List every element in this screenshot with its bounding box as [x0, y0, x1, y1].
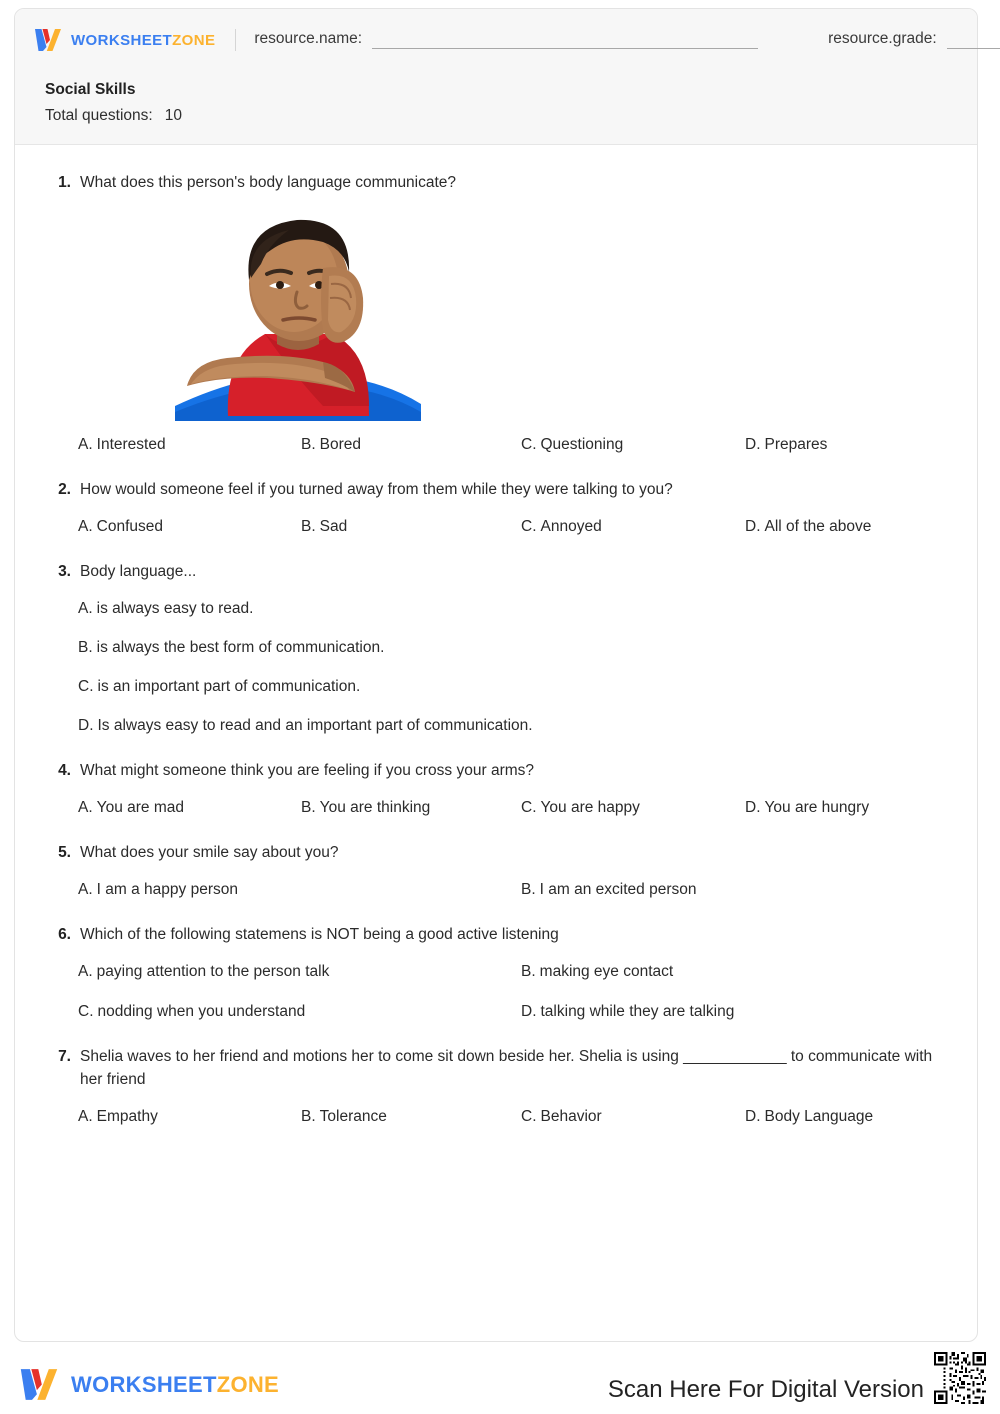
option-label: Annoyed	[540, 518, 602, 535]
header-top-row	[15, 9, 977, 71]
options-group	[45, 515, 947, 538]
option-label: All of the above	[764, 518, 872, 535]
options-group	[45, 597, 947, 737]
page-footer	[0, 1360, 1000, 1414]
option-label: making eye contact	[539, 963, 674, 980]
option-label: Interested	[96, 436, 166, 453]
question-item	[45, 923, 947, 1023]
question-text: How would someone feel if you turned away from them while they were talking to you?	[80, 481, 673, 498]
option-label: Empathy	[96, 1108, 158, 1125]
option-letter: D.	[745, 799, 761, 816]
option-letter: C.	[521, 1108, 537, 1125]
option-b[interactable]	[301, 433, 521, 456]
option-label: Confused	[96, 518, 164, 535]
brand-wordmark	[71, 32, 215, 49]
option-label: Questioning	[540, 436, 624, 453]
option-a[interactable]	[78, 960, 521, 983]
option-letter: C.	[78, 1003, 94, 1020]
option-label: paying attention to the person talk	[96, 963, 330, 980]
option-a[interactable]	[78, 1105, 301, 1128]
option-a[interactable]	[78, 796, 301, 819]
questions-list	[15, 145, 977, 1128]
option-letter: C.	[78, 678, 94, 695]
total-questions-row	[45, 103, 977, 129]
option-letter: D.	[745, 518, 761, 535]
brand-word-worksheet: WORKSHEET	[71, 1371, 217, 1397]
brand-word-worksheet: WORKSHEET	[71, 31, 173, 49]
options-group	[45, 960, 947, 1023]
option-letter: A.	[78, 518, 93, 535]
question-number: 3.	[58, 563, 71, 580]
worksheetzone-logo-icon	[33, 27, 63, 53]
option-c[interactable]	[78, 675, 947, 698]
option-letter: C.	[521, 518, 537, 535]
option-letter: B.	[521, 881, 536, 898]
option-label: You are mad	[96, 799, 184, 816]
option-label: talking while they are talking	[540, 1003, 735, 1020]
option-letter: B.	[78, 639, 93, 656]
question-item	[45, 759, 947, 819]
option-letter: B.	[301, 518, 316, 535]
header-divider	[235, 29, 236, 51]
option-c[interactable]	[521, 1105, 745, 1128]
option-letter: C.	[521, 799, 537, 816]
option-d[interactable]	[745, 796, 947, 819]
options-group	[45, 796, 947, 819]
option-label: Bored	[319, 436, 362, 453]
brand-wordmark	[71, 1372, 279, 1398]
question-text: What does your smile say about you?	[80, 844, 339, 861]
question-heading	[45, 478, 947, 501]
option-letter: D.	[78, 717, 94, 734]
option-c[interactable]	[78, 1000, 521, 1023]
options-group	[45, 433, 947, 456]
option-label: is always easy to read.	[96, 600, 254, 617]
option-b[interactable]	[521, 960, 947, 983]
option-b[interactable]	[521, 878, 947, 901]
question-heading	[45, 923, 947, 946]
brand-word-zone: ZONE	[172, 31, 216, 49]
question-item	[45, 841, 947, 901]
option-label: You are happy	[540, 799, 640, 816]
option-label: Prepares	[764, 436, 828, 453]
option-d[interactable]	[78, 714, 947, 737]
option-letter: B.	[301, 799, 316, 816]
question-number: 7.	[58, 1048, 71, 1065]
option-letter: A.	[78, 881, 93, 898]
option-c[interactable]	[521, 515, 745, 538]
header-meta	[15, 71, 977, 129]
option-letter: D.	[745, 436, 761, 453]
option-a[interactable]	[78, 433, 301, 456]
name-field-rule[interactable]	[372, 34, 758, 49]
name-field[interactable]	[254, 31, 758, 49]
options-group	[45, 1105, 947, 1128]
worksheet-header	[15, 9, 977, 145]
total-questions-label: Total questions:	[45, 107, 153, 124]
worksheet-card	[14, 8, 978, 1342]
question-heading	[45, 171, 947, 194]
option-letter: B.	[521, 963, 536, 980]
question-item	[45, 171, 947, 456]
question-heading	[45, 759, 947, 782]
option-d[interactable]	[521, 1000, 947, 1023]
bored-boy-photo	[173, 206, 947, 421]
grade-field-rule[interactable]	[947, 34, 1000, 49]
option-letter: B.	[301, 436, 316, 453]
option-letter: A.	[78, 600, 93, 617]
option-a[interactable]	[78, 515, 301, 538]
option-label: nodding when you understand	[97, 1003, 306, 1020]
grade-field-label: resource.grade:	[828, 30, 937, 48]
option-label: I am an excited person	[539, 881, 697, 898]
option-label: Body Language	[764, 1108, 874, 1125]
option-d[interactable]	[745, 515, 947, 538]
question-item	[45, 1045, 947, 1128]
option-letter: C.	[521, 436, 537, 453]
option-d[interactable]	[745, 1105, 947, 1128]
option-a[interactable]	[78, 597, 947, 620]
option-c[interactable]	[521, 433, 745, 456]
option-letter: A.	[78, 436, 93, 453]
question-item	[45, 478, 947, 538]
option-label: Tolerance	[319, 1108, 387, 1125]
question-figure	[173, 206, 947, 421]
option-label: Behavior	[540, 1108, 602, 1125]
option-label: is always the best form of communication.	[96, 639, 385, 656]
option-letter: A.	[78, 1108, 93, 1125]
option-label: You are thinking	[319, 799, 431, 816]
option-letter: D.	[521, 1003, 537, 1020]
grade-field[interactable]	[828, 31, 1000, 49]
brand-word-zone: ZONE	[216, 1371, 280, 1397]
option-letter: D.	[745, 1108, 761, 1125]
footer-brand	[18, 1366, 279, 1403]
question-text: Which of the following statemens is NOT being a good active listening	[80, 926, 559, 943]
option-label: is an important part of communication.	[97, 678, 361, 695]
worksheetzone-logo-icon	[18, 1366, 60, 1403]
option-letter: B.	[301, 1108, 316, 1125]
total-questions-value: 10	[164, 107, 182, 124]
question-text: Shelia waves to her friend and motions her to come sit down beside her. Shelia is using ____________ to communicate with her friend	[80, 1048, 933, 1088]
option-b[interactable]	[78, 636, 947, 659]
options-group	[45, 878, 947, 901]
question-item	[45, 560, 947, 737]
scan-instruction-text: Scan Here For Digital Version	[607, 1376, 924, 1403]
question-text: Body language...	[80, 563, 197, 580]
option-label: Is always easy to read and an important part of communication.	[97, 717, 533, 734]
worksheet-title: Social Skills	[45, 81, 136, 98]
option-c[interactable]	[521, 796, 745, 819]
option-d[interactable]	[745, 433, 947, 456]
option-label: You are hungry	[764, 799, 870, 816]
option-label: Sad	[319, 518, 348, 535]
question-number: 1.	[58, 174, 71, 191]
question-number: 5.	[58, 844, 71, 861]
option-b[interactable]	[301, 515, 521, 538]
question-heading	[45, 1045, 947, 1091]
option-letter: A.	[78, 799, 93, 816]
question-number: 2.	[58, 481, 71, 498]
question-heading	[45, 841, 947, 864]
option-letter: A.	[78, 963, 93, 980]
question-heading	[45, 560, 947, 583]
option-b[interactable]	[301, 1105, 521, 1128]
option-label: I am a happy person	[96, 881, 238, 898]
option-a[interactable]	[78, 878, 521, 901]
name-field-label: resource.name:	[254, 30, 363, 48]
question-text: What might someone think you are feeling if you cross your arms?	[80, 762, 535, 779]
option-b[interactable]	[301, 796, 521, 819]
question-number: 6.	[58, 926, 71, 943]
question-text: What does this person's body language communicate?	[80, 174, 457, 191]
question-number: 4.	[58, 762, 71, 779]
qr-code-icon[interactable]	[930, 1348, 990, 1408]
